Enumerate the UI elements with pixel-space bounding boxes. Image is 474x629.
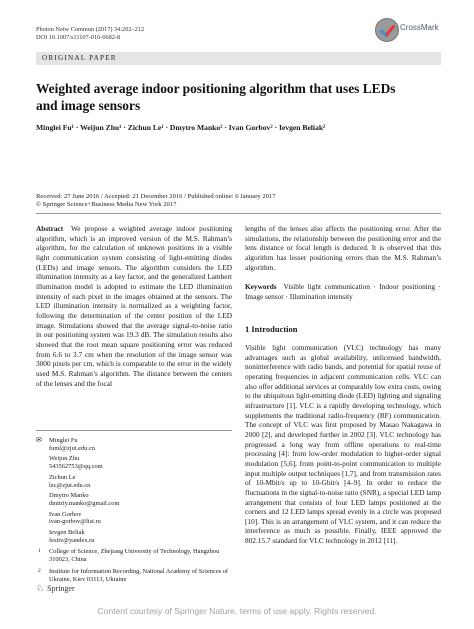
contact-name: Dmytro Manko [49, 492, 89, 500]
header-divider [36, 213, 441, 214]
author-list: Minglei Fu¹ · Weijun Zhu¹ · Zichun Le¹ · Dmytro Manko² · Ivan Gorbov² · Ievgen Beliak² [36, 123, 326, 132]
abstract-continued: lengths of the lenses also affects the positioning error. After the simulations, the relationship between the positioning error and the lens distance or focal length is deduced. It is observed that this algorithm has lesser positioning errors than the M.S. Rahman’s algorithm. [245, 224, 441, 272]
contact-name: Ivan Gorbov [49, 510, 82, 518]
crossmark-badge[interactable] [375, 18, 441, 42]
contact-email[interactable]: dmitriy.manko@gmail.com [49, 499, 120, 507]
publication-dates [36, 193, 276, 210]
footer-notice: Content courtesy of Springer Nature, terms of use apply. Rights reserved. [97, 606, 377, 616]
contact-name: Minglei Fu [49, 437, 78, 444]
publisher-name: Springer [47, 584, 75, 593]
contact-email[interactable]: fuml@zjut.edu.cn [49, 444, 95, 452]
contact-entry [36, 437, 232, 452]
abstract-text: We propose a weighted average indoor positioning algorithm, which is an improved version of the M.S. Rahman’s algorithm, for the calculation of unknown positions in a visible light communication system consisting of light-emitting diodes (LEDs) and image sensors. The algorithm considers the LED illumination intensity as a key factor, and the generalized Lambert illumination model is adopted to estimate the LED illumination intensity of each pixel in the images obtained at the sensors. The LED illumination intensity is normalized as a weighting factor, following the determination of the center position of the LED image. Simulations showed that the average signal-to-noise ratio in our positioning system was 19.3 dB. The simulation results also showed that the root mean square positioning error was reduced from 6.6 to 3.7 cm when the resolution of the image sensor was 3000 pixels per cm, which is comparable to the error in the widely used M.S. Rahman’s algorithm. The distance between the centers of the lenses and the focal [36, 224, 232, 388]
contact-entry [36, 474, 232, 489]
affiliations [36, 430, 232, 583]
abstract-heading: Abstract [36, 224, 64, 233]
contact-email[interactable]: ivan-gorbov@list.ru [49, 518, 101, 526]
crossmark-icon [375, 18, 399, 42]
contact-entry [36, 529, 232, 544]
institution-number: 2 [38, 567, 41, 574]
copyright: © Springer Science+Business Media New York 2017 [36, 201, 177, 209]
springer-horse-icon: ♘ [36, 583, 45, 593]
journal-citation: Photon Netw Commun (2017) 34:202–212 [36, 26, 145, 33]
institution-text: Institute for Information Recording, National Academy of Sciences of Ukraine, Kiev 03113, Ukraine [49, 567, 229, 583]
institution [36, 568, 232, 583]
keywords-section [245, 282, 441, 301]
contact-email[interactable]: lzc@zjut.edu.cn [49, 481, 91, 489]
institution-number: 1 [38, 548, 41, 555]
publisher-logo [36, 583, 78, 594]
institution [36, 548, 232, 563]
introduction-text: Visible light communication (VLC) technology has many advantages such as global availability, unlicensed bandwidth, noninterference with radio bands, and potential for spatial reuse of operating frequencies in adjacent communication cells. VLC can also offer additional services at comparably low extra costs, owing to the ubiquitous light-emitting diode (LED) lighting and signaling infrastructure [1]. VLC is a rapidly developing technology, which supplements the traditional radio-frequency (RF) communication. The concept of VLC was first proposed by Masao Nakagawa in 2000 [2], and developed further in 2002 [3]. VLC technology has progressed a long way from offline operations to real-time processing [4]: from low-order modulation to higher-order signal modulation [5,6], from point-to-point communication to multiple input multiple output techniques [1,7], and from transmission rates of 10-Mbit/s up to 10-Gbit/s [4–9]. In order to reduce the fluctuations in the signal-to-noise ratio (SNR), a special LED lamp arrangement that consists of four LED lamps positioned at the corners and 12 LED lamps spread evenly in a circle was proposed [10]. This is an arrangement of VLC system, and it can reduce the interference as much as possible. Finally, IEEE approved the 802.15.7 standard for VLC technology in 2012 [11]. [245, 343, 441, 546]
contact-name: Ievgen Beliak [49, 529, 85, 537]
journal-info [36, 26, 144, 42]
article-type: ORIGINAL PAPER [42, 54, 117, 62]
keywords-text: Visible light communication · Indoor positioning · Image sensor · Illumination intensity [245, 282, 441, 301]
contact-email[interactable]: 543562753@qq.com [49, 463, 103, 471]
contact-name: Zichun Le [49, 473, 76, 481]
contact-name: Weijun Zhu [49, 455, 80, 463]
section-heading-introduction: 1 Introduction [245, 324, 298, 334]
history-dates: Received: 27 June 2016 / Accepted: 21 December 2016 / Published online: 6 January 2017 [36, 193, 276, 200]
institution-text: College of Science, Zhejiang University of Technology, Hangzhou 310023, China [49, 548, 220, 564]
journal-doi[interactable]: DOI 10.1007/s11107-016-0682-8 [36, 34, 121, 41]
contact-entry [36, 492, 232, 507]
article-type-band [36, 52, 441, 65]
crossmark-label: CrossMark [400, 23, 439, 32]
contact-email[interactable]: festiv@yandex.ru [49, 536, 95, 544]
contact-entry [36, 511, 232, 526]
paper-title: Weighted average indoor positioning algorithm that uses LEDs and image sensors [36, 81, 396, 113]
keywords-heading: Keywords [245, 282, 277, 291]
contact-entry [36, 455, 232, 470]
envelope-icon: ✉ [36, 436, 42, 444]
